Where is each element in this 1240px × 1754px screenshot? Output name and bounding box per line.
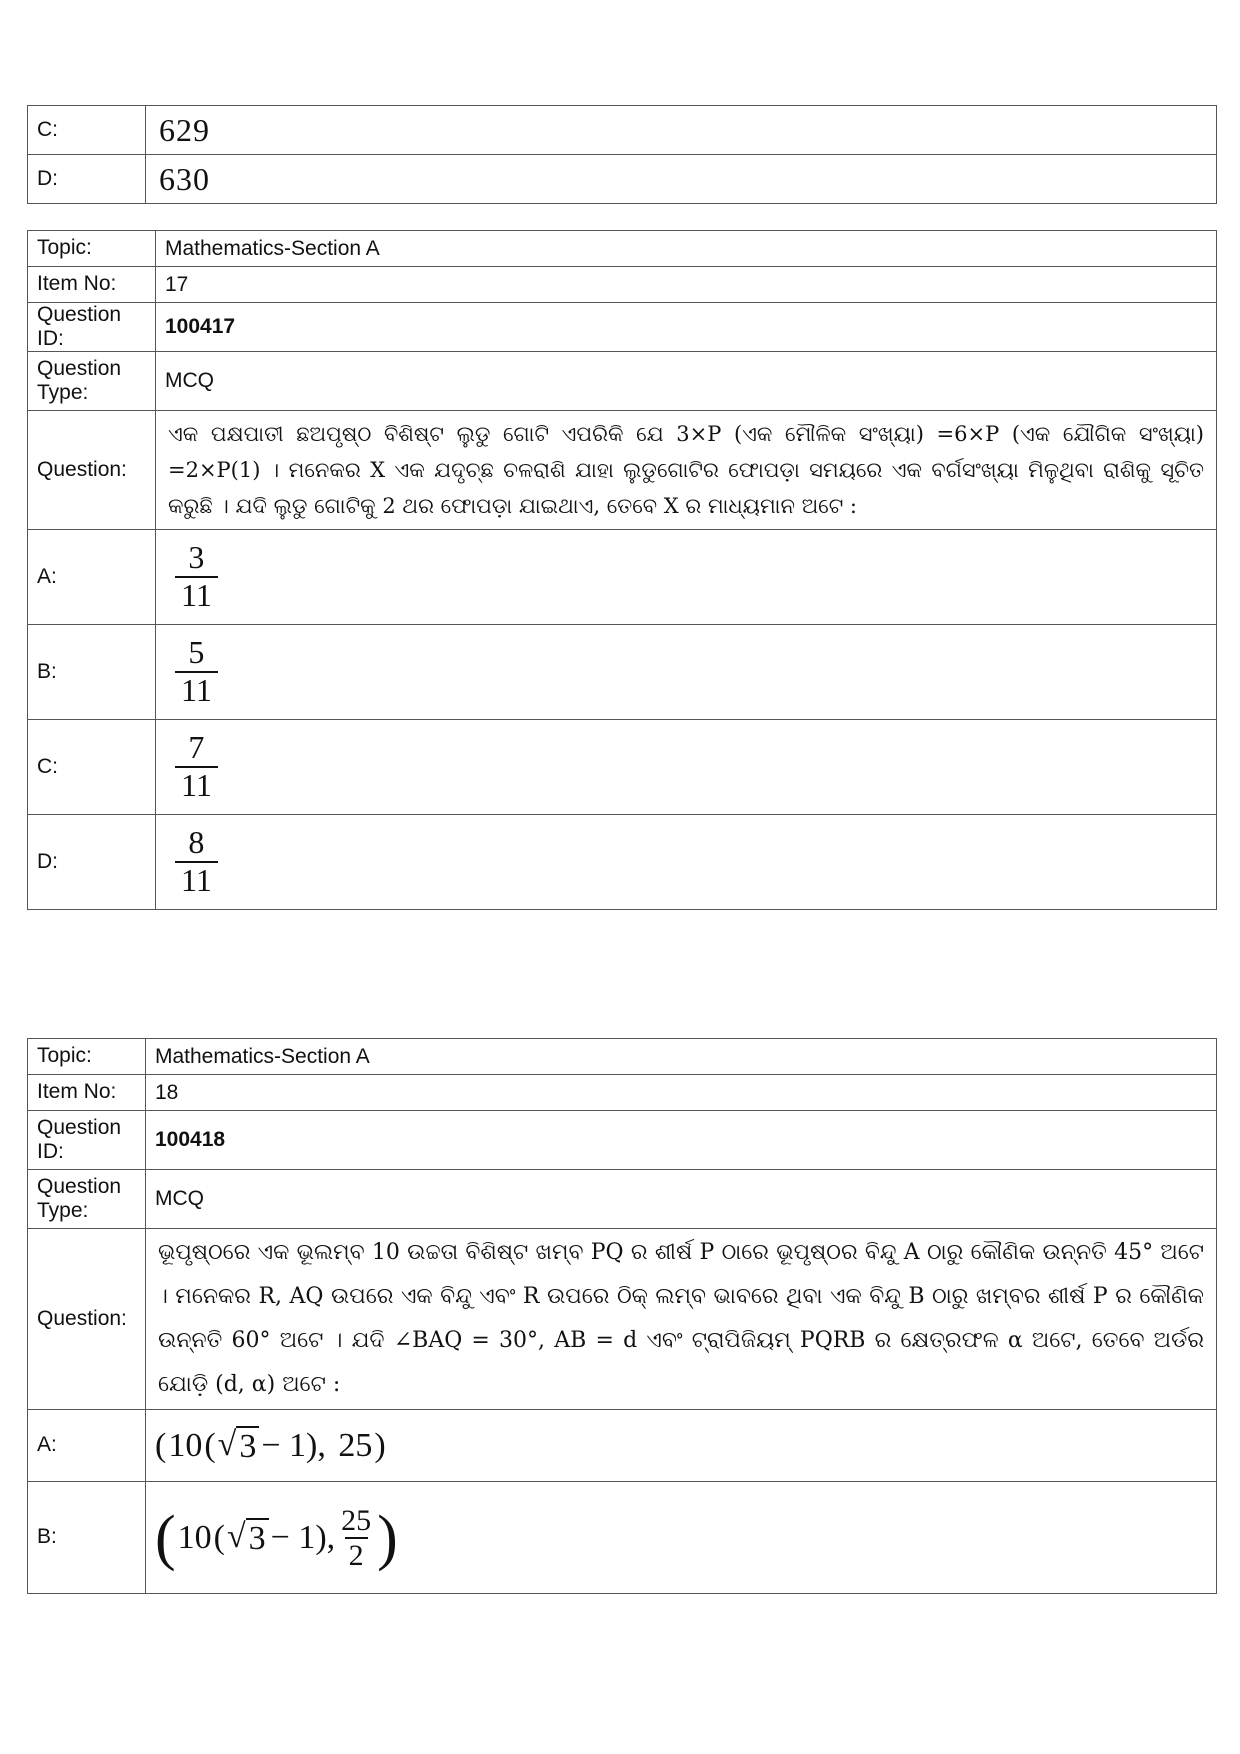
option-label: A: bbox=[28, 1410, 146, 1482]
item-no-label: Item No: bbox=[28, 267, 156, 303]
denominator: 2 bbox=[345, 1537, 368, 1572]
square-root: √ 3 bbox=[227, 1518, 269, 1558]
question-type-label: Question Type: bbox=[28, 1170, 146, 1229]
option-label: D: bbox=[28, 155, 146, 204]
table-row bbox=[28, 530, 1217, 625]
option-label: A: bbox=[28, 530, 156, 625]
question-label: Question: bbox=[28, 411, 156, 530]
second-value: 25 bbox=[338, 1426, 373, 1464]
table-row bbox=[28, 720, 1217, 815]
expr-tail: − 1), bbox=[270, 1518, 336, 1556]
question-type-value: MCQ bbox=[146, 1170, 1217, 1229]
question-text: ଭୂପୃଷ୍ଠରେ ଏକ ଭୂଲମ୍ବ 10 ଉଚ୍ଚତା ବିଶିଷ୍ଟ ଖମ୍ବ PQ ର ଶୀର୍ଷ P ଠାରେ ଭୂପୃଷ୍ଠର ବିନ୍ଦୁ A ଠାରୁ କୌଣିକ ଉନ୍ନତି 45° ଅଟେ । ମନେକର R, AQ ଉପରେ ଏକ ବିନ୍ଦୁ ଏବଂ R ଉପରେ ଠିକ୍ ଲମ୍ବ ଭାବରେ ଥିବା ଏକ ବିନ୍ଦୁ B ଠାରୁ ଖମ୍ବର ଶୀର୍ଷ P ର କୌଣିକ ଉନ୍ନତି 60° ଅଟେ । ଯଦି ∠BAQ = 30°, AB = d ଏବଂ ଟ୍ରାପିଜିୟମ୍ PQRB ର କ୍ଷେତ୍ରଫଳ α ଅଟେ, ତେବେ ଅର୍ଡର ଯୋଡ଼ି (d, α) ଅଟେ : bbox=[146, 1229, 1217, 1410]
topic-label: Topic: bbox=[28, 231, 156, 267]
denominator: 11 bbox=[175, 766, 218, 804]
option-label: C: bbox=[28, 720, 156, 815]
numerator: 3 bbox=[188, 539, 205, 576]
question-text: ଏକ ପକ୍ଷପାତୀ ଛଅପୃଷ୍ଠ ବିଶିଷ୍ଟ ଲୁଡୁ ଗୋଟି ଏପରିକି ଯେ 3×P (ଏକ ମୌଳିକ ସଂଖ୍ୟା) =6×P (ଏକ ଯୌଗିକ ସଂଖ୍ୟା) =2×P(1) । ମନେକର X ଏକ ଯଦୃଚ୍ଛ ଚଳରାଶି ଯାହା ଲୁଡୁଗୋଟିର ଫୋପଡ଼ା ସମୟରେ ଏକ ବର୍ଗସଂଖ୍ୟା ମିଳୁଥିବା ରାଶିକୁ ସୂଚିତ କରୁଛି । ଯଦି ଲୁଡୁ ଗୋଟିକୁ 2 ଥର ଫୋପଡ଼ା ଯାଇଥାଏ, ତେବେ X ର ମାଧ୍ୟମାନ ଅଟେ : bbox=[156, 411, 1217, 530]
table-row bbox=[28, 267, 1217, 303]
question-type-value: MCQ bbox=[156, 352, 1217, 411]
denominator: 11 bbox=[175, 576, 218, 614]
radicand: 3 bbox=[236, 1426, 259, 1466]
square-root: √ 3 bbox=[218, 1426, 260, 1466]
table-row bbox=[28, 303, 1217, 352]
table-row bbox=[28, 625, 1217, 720]
fraction bbox=[175, 635, 218, 709]
denominator: 11 bbox=[175, 861, 218, 899]
question-label: Question: bbox=[28, 1229, 146, 1410]
table-row bbox=[28, 1229, 1217, 1410]
question-17-table bbox=[27, 230, 1217, 910]
table-row bbox=[28, 1482, 1217, 1594]
table-row bbox=[28, 1111, 1217, 1170]
fraction bbox=[341, 1504, 371, 1572]
numerator: 25 bbox=[341, 1503, 372, 1537]
question-id-label: Question ID: bbox=[28, 303, 156, 352]
topic-label: Topic: bbox=[28, 1039, 146, 1075]
table-row bbox=[28, 1170, 1217, 1229]
fraction bbox=[175, 730, 218, 804]
table-row bbox=[28, 1410, 1217, 1482]
option-label: B: bbox=[28, 1482, 146, 1594]
option-c-value bbox=[156, 720, 1217, 815]
question-type-label: Question Type: bbox=[28, 352, 156, 411]
numerator: 7 bbox=[188, 729, 205, 766]
item-no-label: Item No: bbox=[28, 1075, 146, 1111]
option-value: 629 bbox=[146, 106, 1217, 155]
topic-value: Mathematics-Section A bbox=[146, 1039, 1217, 1075]
numerator: 8 bbox=[188, 824, 205, 861]
topic-value: Mathematics-Section A bbox=[156, 231, 1217, 267]
question-id-label: Question ID: bbox=[28, 1111, 146, 1170]
table-row bbox=[28, 106, 1217, 155]
denominator: 11 bbox=[175, 671, 218, 709]
option-d-value bbox=[156, 815, 1217, 910]
question-id-value: 100418 bbox=[146, 1111, 1217, 1170]
option-b-value bbox=[146, 1482, 1217, 1594]
prev-options-table bbox=[27, 105, 1217, 204]
table-row bbox=[28, 155, 1217, 204]
fraction bbox=[175, 540, 218, 614]
question-id-value: 100417 bbox=[156, 303, 1217, 352]
table-row bbox=[28, 1039, 1217, 1075]
table-row bbox=[28, 1075, 1217, 1111]
item-no-value: 17 bbox=[156, 267, 1217, 303]
coefficient: 10 bbox=[168, 1426, 203, 1464]
table-row bbox=[28, 231, 1217, 267]
option-value: 630 bbox=[146, 155, 1217, 204]
option-a-value bbox=[146, 1410, 1217, 1482]
math-expression: ( 10 ( √ 3 − 1), $\frac{25}{2}$ ) bbox=[155, 1503, 398, 1572]
math-expression: ( 10 ( √ 3 − 1), 25 ) bbox=[155, 1425, 386, 1465]
table-row bbox=[28, 815, 1217, 910]
option-label: D: bbox=[28, 815, 156, 910]
option-label: B: bbox=[28, 625, 156, 720]
question-18-table bbox=[27, 1038, 1217, 1594]
numerator: 5 bbox=[188, 634, 205, 671]
table-row bbox=[28, 352, 1217, 411]
option-b-value bbox=[156, 625, 1217, 720]
item-no-value: 18 bbox=[146, 1075, 1217, 1111]
option-a-value bbox=[156, 530, 1217, 625]
option-label: C: bbox=[28, 106, 146, 155]
radicand: 3 bbox=[246, 1518, 269, 1558]
table-row bbox=[28, 411, 1217, 530]
expr-tail: − 1), bbox=[261, 1426, 326, 1464]
coefficient: 10 bbox=[177, 1518, 212, 1556]
fraction bbox=[175, 825, 218, 899]
